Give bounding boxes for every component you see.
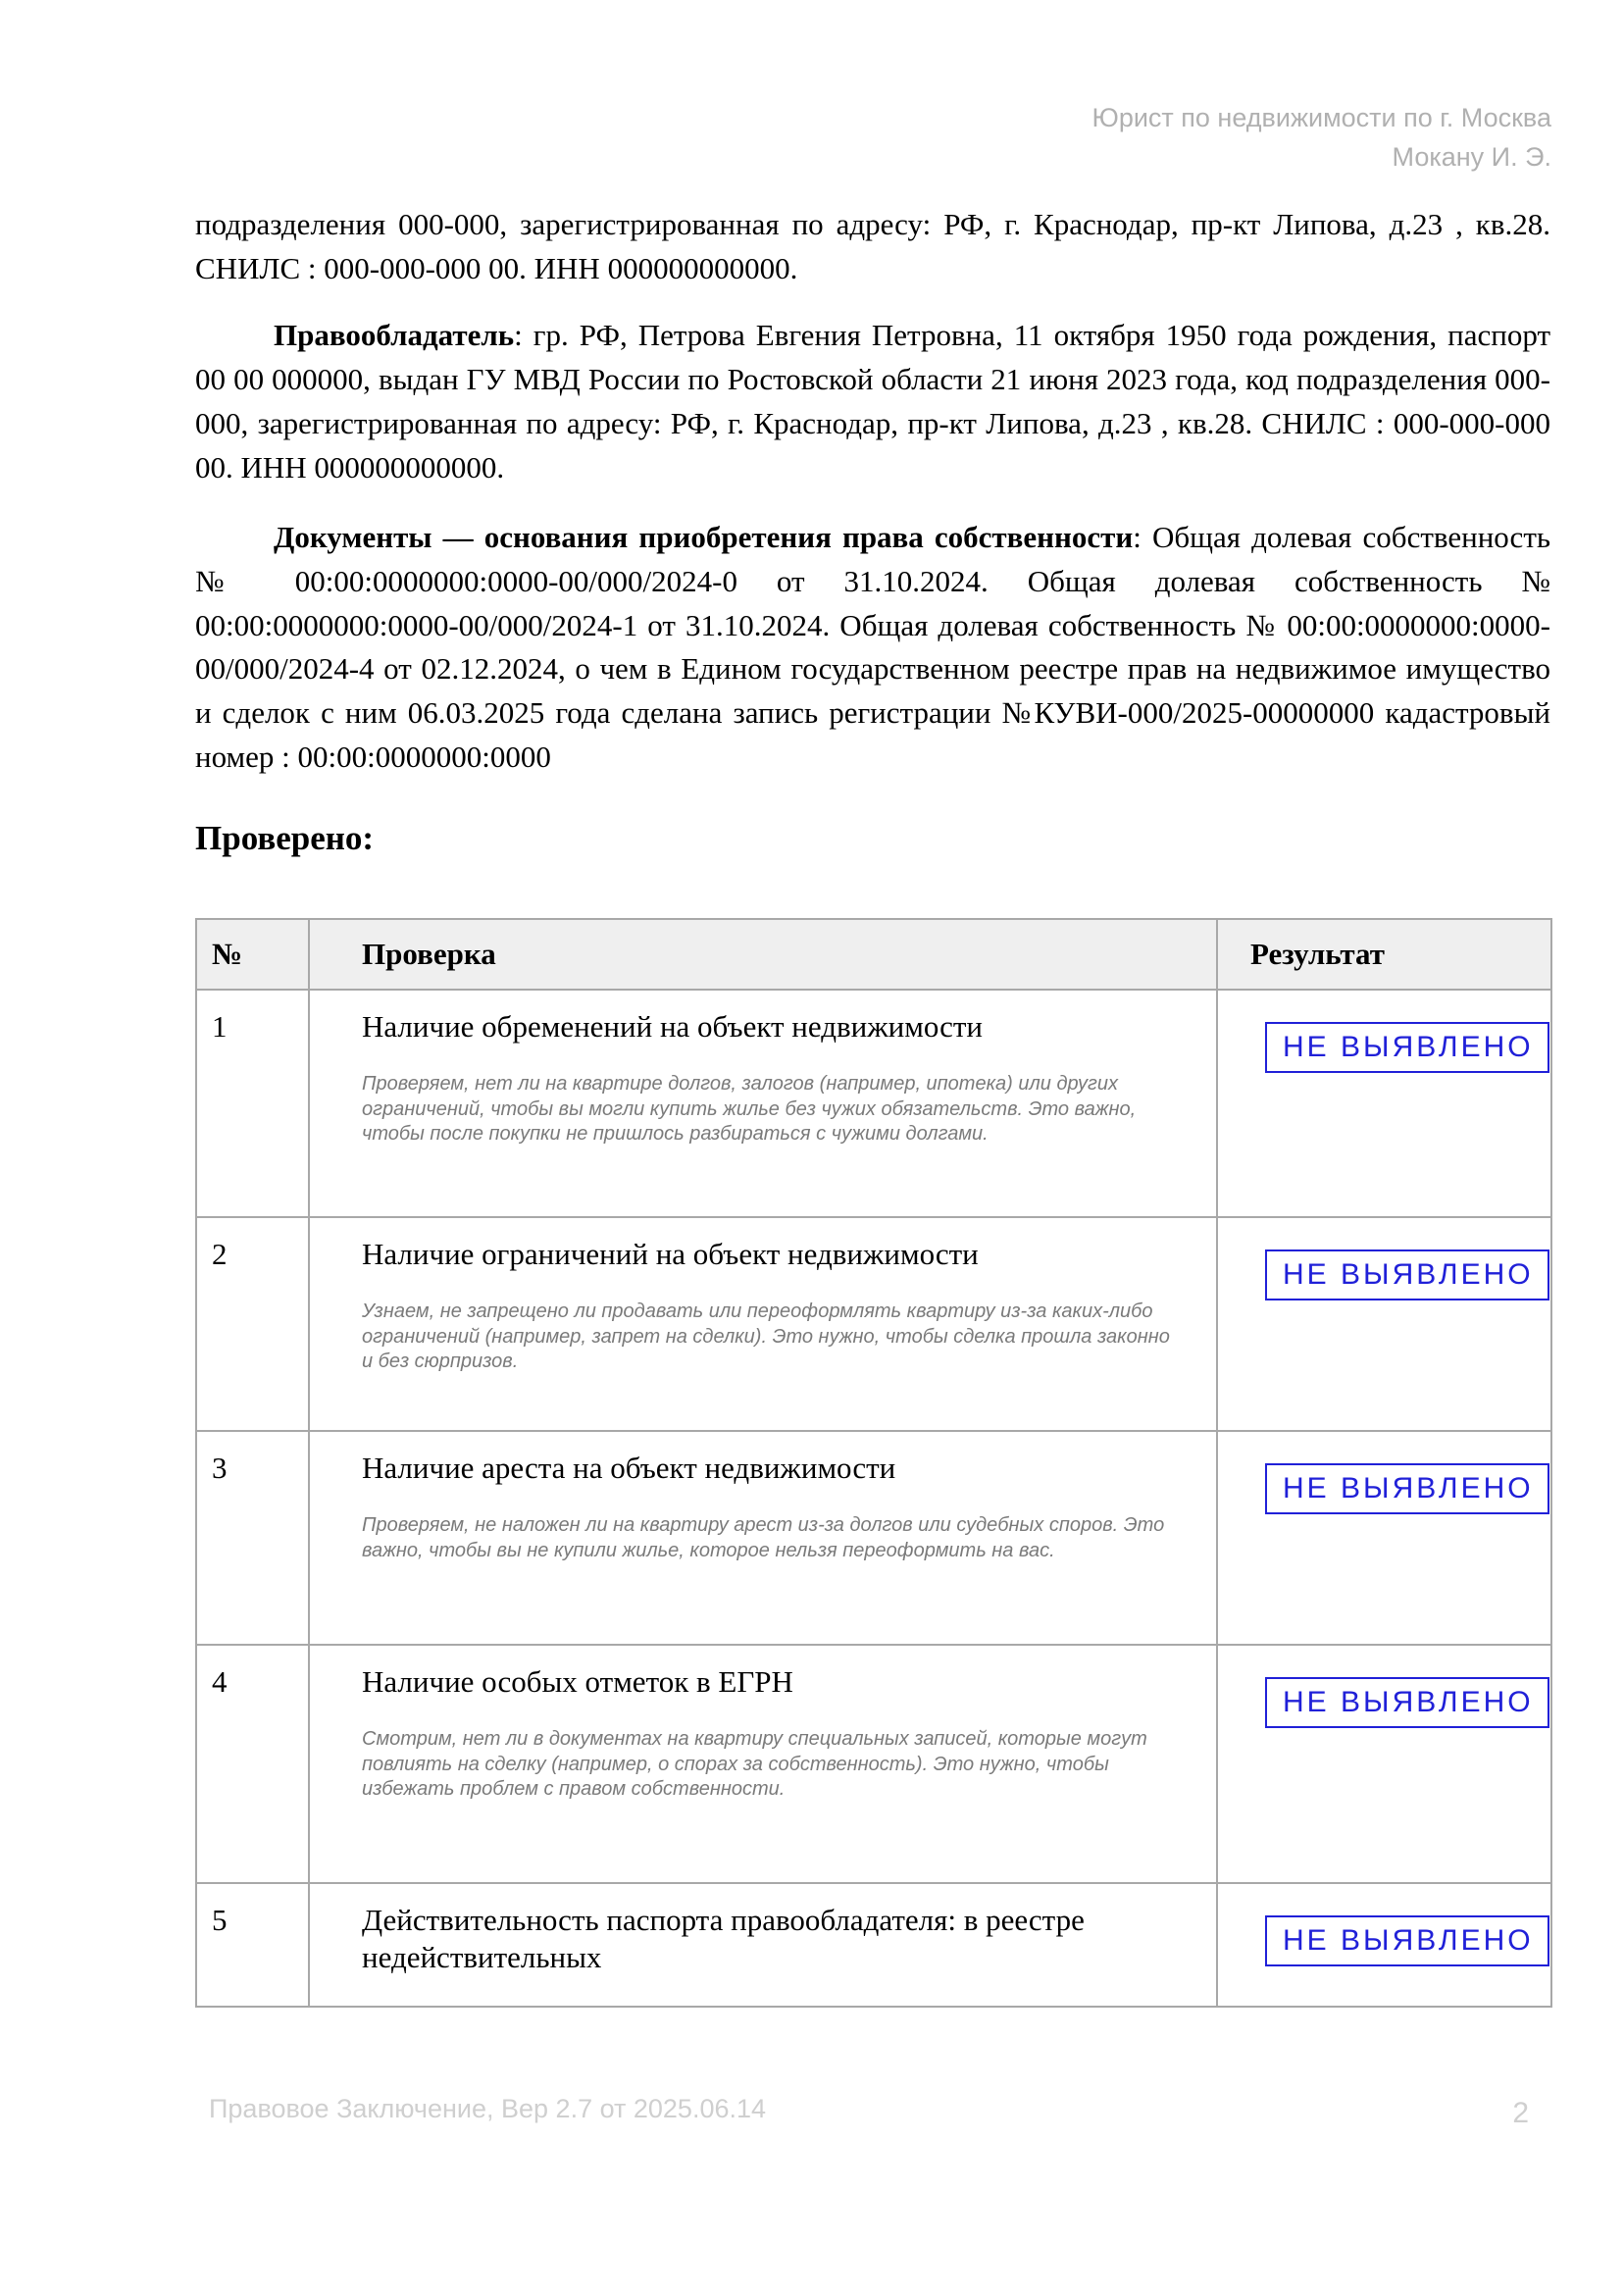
row-result [1217,1431,1551,1645]
table-row [196,1883,1551,2007]
row-number: 1 [196,990,309,1217]
row-result [1217,1645,1551,1883]
paragraph-continuation: подразделения 000-000, зарегистрированная по адресу: РФ, г. Краснодар, пр-кт Липова, д.23 , кв.28. СНИЛС : 000-000-000 00. ИНН 000000000000. [195,207,1550,285]
header-lawyer-title: Юрист по недвижимости по г. Москва [1091,103,1551,132]
check-title: Наличие обременений на объект недвижимости [362,1009,984,1044]
documents-label: Документы — основания приобретения права собственности [274,520,1134,555]
check-description: Узнаем, не запрещено ли продавать или переоформлять квартиру из-за каких-либо ограничений (например, запрет на сделки). Это нужно, чтобы сделка прошла законно и без сюрпризов. [362,1300,1170,1372]
paragraph-documents [195,516,1550,779]
row-number: 4 [196,1645,309,1883]
header-lawyer-name: Мокану И. Э. [1392,142,1551,172]
table-header-row [196,919,1551,990]
table-row [196,990,1551,1217]
documents-text: : Общая долевая собственность № 00:00:0000000:0000-00/000/2024-0 от 31.10.2024. Общая долевая собственность № 00:00:0000000:0000-00/000/2024-1 от 31.10.2024. Общая долевая собственность № 00:00:0000000:0000-00/000/2024-4 от 02.12.2024, о чем в Едином государственном реестре прав на недвижимое имущество и сделок с ним 06.03.2025 года сделана запись регистрации №КУВИ-000/2025-00000000 кадастровый номер : 00:00:0000000:0000 [195,520,1551,774]
row-number: 3 [196,1431,309,1645]
result-badge: НЕ ВЫЯВЛЕНО [1265,1677,1549,1728]
checks-table [195,918,1552,2008]
row-check [309,1217,1217,1431]
row-check [309,990,1217,1217]
header-check: Проверка [309,919,1217,990]
footer-version: Правовое Заключение, Вер 2.7 от 2025.06.14 [209,2094,767,2123]
check-description: Смотрим, нет ли в документах на квартиру специальных записей, которые могут повлиять на сделку (например, о спорах за собственность). Это нужно, чтобы избежать проблем с правом собственности. [362,1728,1147,1800]
row-number: 2 [196,1217,309,1431]
result-badge: НЕ ВЫЯВЛЕНО [1265,1463,1549,1514]
row-check [309,1431,1217,1645]
check-description: Проверяем, не наложен ли на квартиру арест из-за долгов или судебных споров. Это важно, чтобы вы не купили жилье, которое нельзя переоформить на вас. [362,1514,1165,1561]
table-row [196,1431,1551,1645]
row-result [1217,1883,1551,2007]
row-check [309,1883,1217,2007]
check-title: Наличие особых отметок в ЕГРН [362,1664,793,1699]
row-result [1217,1217,1551,1431]
row-number: 5 [196,1883,309,2007]
table-row [196,1645,1551,1883]
rightholder-label: Правообладатель [274,318,515,353]
row-result [1217,990,1551,1217]
rightholder-text: : гр. РФ, Петрова Евгения Петровна, 11 октября 1950 года рождения, паспорт 00 00 000000, выдан ГУ МВД России по Ростовской области 21 июня 2023 года, код подразделения 000-000, зарегистрированная по адресу: РФ, г. Краснодар, пр-кт Липова, д.23 , кв.28. СНИЛС : 000-000-000 00. ИНН 000000000000. [195,318,1550,484]
paragraph-rightholder [195,314,1550,489]
checks-section-title: Проверено: [195,819,375,858]
row-check [309,1645,1217,1883]
check-title: Действительность паспорта правообладателя: в реестре недействительных [362,1903,1085,1974]
result-badge: НЕ ВЫЯВЛЕНО [1265,1249,1549,1300]
document-body [195,203,1550,862]
result-badge: НЕ ВЫЯВЛЕНО [1265,1022,1549,1073]
header-result: Результат [1217,919,1551,990]
page-header [1092,98,1551,177]
table-row [196,1217,1551,1431]
check-description: Проверяем, нет ли на квартире долгов, залогов (например, ипотека) или других ограничений, чтобы вы могли купить жилье без чужих обязательств. Это важно, чтобы после покупки не пришлось разбираться с чужими долгами. [362,1073,1137,1145]
check-title: Наличие ограничений на объект недвижимости [362,1237,979,1271]
header-num: № [196,919,309,990]
check-title: Наличие ареста на объект недвижимости [362,1451,896,1485]
result-badge: НЕ ВЫЯВЛЕНО [1265,1915,1549,1966]
page-number: 2 [1512,2097,1529,2129]
